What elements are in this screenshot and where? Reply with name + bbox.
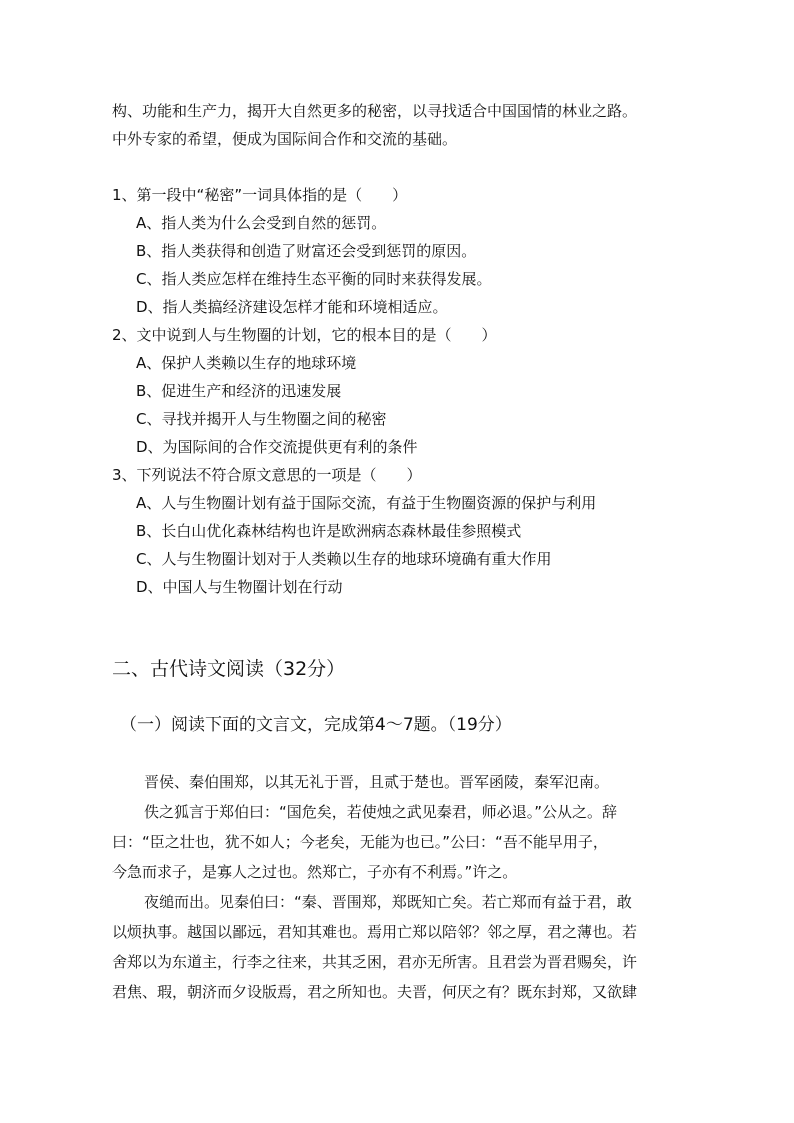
question-option: C、寻找并揭开人与生物圈之间的秘密 — [136, 410, 387, 428]
intro-line: 中外专家的希望，便成为国际间合作和交流的基础。 — [112, 130, 458, 148]
question-option: C、指人类应怎样在维持生态平衡的同时来获得发展。 — [136, 270, 492, 288]
question-option: B、促进生产和经济的迅速发展 — [136, 382, 342, 400]
question-option: A、指人类为什么会受到自然的惩罚。 — [136, 214, 387, 232]
question-option: D、指人类搞经济建设怎样才能和环境相适应。 — [136, 298, 448, 316]
passage-line: 佚之狐言于郑伯曰：“国危矣，若使烛之武见秦君，师必退。”公从之。辞 — [144, 803, 618, 821]
question-stem: 3、下列说法不符合原文意思的一项是（ ） — [112, 466, 422, 484]
passage-line: 以烦执事。越国以鄙远，君知其难也。焉用亡郑以陪邻？邻之厚，君之薄也。若 — [112, 923, 638, 941]
section-title: 二、古代诗文阅读（32分） — [112, 658, 346, 680]
question-option: C、人与生物圈计划对于人类赖以生存的地球环境确有重大作用 — [136, 550, 552, 568]
passage-line: 舍郑以为东道主，行李之往来，共其乏困，君亦无所害。且君尝为晋君赐矣，许 — [112, 953, 638, 971]
question-option: D、中国人与生物圈计划在行动 — [136, 578, 343, 596]
passage-line: 晋侯、秦伯围郑，以其无礼于晋，且贰于楚也。晋军函陵，秦军氾南。 — [144, 773, 610, 791]
question-stem: 2、文中说到人与生物圈的计划，它的根本目的是（ ） — [112, 326, 497, 344]
question-option: B、长白山优化森林结构也许是欧洲病态森林最佳参照模式 — [136, 522, 522, 540]
question-option: B、指人类获得和创造了财富还会受到惩罚的原因。 — [136, 242, 477, 260]
question-stem: 1、第一段中“秘密”一词具体指的是（ ） — [112, 186, 408, 204]
question-option: A、保护人类赖以生存的地球环境 — [136, 354, 357, 372]
intro-line: 构、功能和生产力，揭开大自然更多的秘密，以寻找适合中国国情的林业之路。 — [112, 102, 638, 120]
question-option: D、为国际间的合作交流提供更有利的条件 — [136, 438, 418, 456]
passage-line: 今急而求子，是寡人之过也。然郑亡，子亦有不利焉。”许之。 — [112, 863, 518, 881]
passage-line: 曰：“臣之壮也，犹不如人；今老矣，无能为也已。”公曰：“吾不能早用子， — [112, 833, 608, 851]
passage-line: 夜缒而出。见秦伯曰：“秦、晋围郑，郑既知亡矣。若亡郑而有益于君，敢 — [144, 893, 632, 911]
section-subtitle: （一）阅读下面的文言文，完成第4～7题。（19分） — [120, 715, 512, 735]
passage-line: 君焦、瑕，朝济而夕设版焉，君之所知也。夫晋，何厌之有？既东封郑，又欲肆 — [112, 983, 638, 1001]
question-option: A、人与生物圈计划有益于国际交流，有益于生物圈资源的保护与利用 — [136, 494, 597, 512]
